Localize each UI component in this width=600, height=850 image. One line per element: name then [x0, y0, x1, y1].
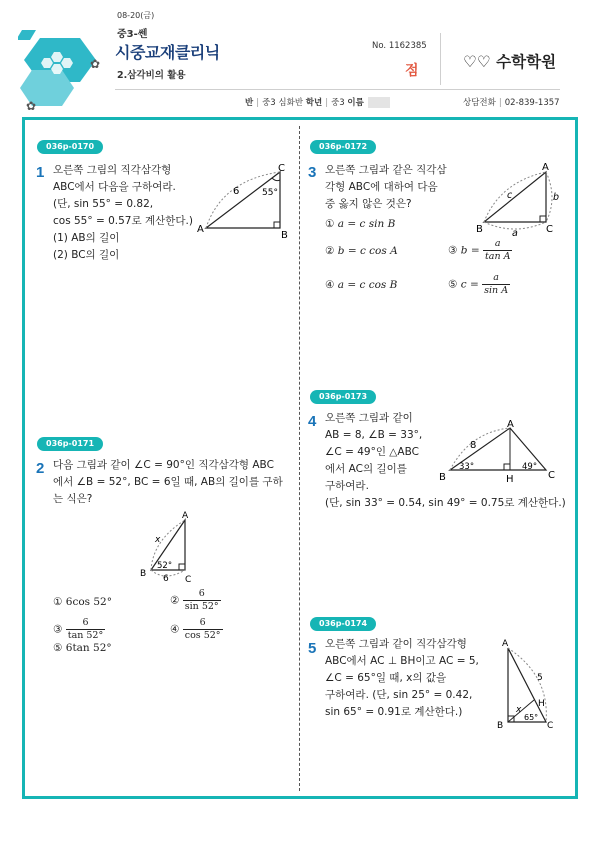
problem-number: 5: [308, 640, 317, 657]
phone-label: 상담전화: [463, 98, 496, 108]
problem-text: [325, 636, 479, 721]
problem-text: [325, 162, 447, 213]
worksheet-number: No. 1162385: [372, 41, 427, 51]
problem-tag: 036p-0171: [37, 437, 103, 451]
vertex-label: B: [281, 230, 288, 240]
choice-4[interactable]: ④ a = c cos B: [325, 279, 398, 291]
side-label: c: [507, 190, 513, 201]
angle-label: 33°: [459, 462, 475, 472]
problem-tag: 036p-0170: [37, 140, 103, 154]
problem-number: 2: [36, 460, 45, 477]
vertex-label: A: [502, 639, 509, 649]
vertex-label: A: [542, 162, 549, 173]
problem-line: 다음 그림과 같이 ∠C = 90°인 직각삼각형 ABC: [53, 459, 274, 471]
vertex-label: A: [182, 511, 189, 521]
problem-line: AB = 8, ∠B = 33°,: [325, 429, 423, 441]
problem-line: 오른쪽 그림의 직각삼각형: [53, 164, 172, 176]
problem-line: ∠C = 65°일 때, x의 값을: [325, 672, 447, 684]
problem-line: 에서 AC의 길이를: [325, 463, 407, 475]
problem-line: 오른쪽 그림과 같이: [325, 412, 413, 424]
problem-text: [53, 457, 283, 508]
angle-label: 55°: [262, 188, 278, 198]
grade-value: 중3: [331, 98, 345, 108]
choice-5[interactable]: ⑤ c = $\frac{a}{\text{sin A}}$: [448, 272, 509, 296]
side-label: 6: [163, 574, 169, 584]
triangle-figure: [436, 418, 561, 488]
side-label: x: [155, 535, 161, 545]
header-rule: [115, 89, 560, 90]
class-info: 반 | 중3 심화반 학년 | 중3 이름: [245, 96, 390, 108]
name-field[interactable]: [368, 97, 390, 108]
problem-line: sin 65° = 0.91로 계산한다.): [325, 706, 463, 718]
frame-bottom-border: [22, 796, 578, 799]
problem-line: ∠C = 49°인 △ABC: [325, 446, 419, 458]
problem-number: 1: [36, 164, 45, 181]
problem-line: ABC에서 AC ⊥ BH이고 AC = 5,: [325, 655, 479, 667]
vertex-label: B: [439, 472, 446, 483]
vertex-label: B: [140, 569, 147, 579]
angle-label: 49°: [522, 462, 538, 472]
svg-text:✿: ✿: [90, 57, 101, 71]
vertex-label: C: [547, 721, 554, 731]
side-label: 8: [470, 440, 477, 451]
side-label: x: [516, 705, 522, 715]
phone-info: 상담전화 | 02-839-1357: [463, 98, 560, 108]
column-divider: [299, 126, 300, 791]
choice-3[interactable]: ③ $\frac{6}{\tan 52^\circ}$: [53, 617, 104, 641]
problem-line: 오른쪽 그림과 같은 직각삼: [325, 164, 447, 176]
angle-label: 52°: [157, 561, 173, 571]
vertex-label: B: [476, 224, 483, 235]
choice-1[interactable]: ① a = c sin B: [325, 218, 396, 230]
frame-right-border: [575, 119, 578, 799]
problem-line: 각형 ABC에 대하여 다음: [325, 181, 438, 193]
choice-4[interactable]: ④ $\frac{6}{\cos 52^\circ}$: [170, 617, 221, 641]
book-subtitle: 중3-쎈: [117, 29, 148, 40]
choice-1[interactable]: ① 6cos 52°: [53, 596, 112, 608]
score-label: 점: [405, 63, 419, 79]
academy-name: ♡♡ 수학학원: [463, 53, 557, 71]
grade-label: 학년: [305, 98, 323, 108]
problem-line: ABC에서 다음을 구하여라.: [53, 181, 176, 193]
problem-line: 에서 ∠B = 52°, BC = 6일 때, AB의 길이를 구하: [53, 476, 283, 488]
vertex-label: H: [538, 699, 545, 709]
problem-number: 4: [308, 413, 317, 430]
triangle-figure: [492, 636, 564, 736]
choice-2[interactable]: ② $\frac{6}{\sin 52^\circ}$: [170, 588, 219, 612]
problem-line: (1) AB의 길이: [53, 232, 120, 244]
problem-tag: 036p-0174: [310, 617, 376, 631]
problem-line: 구하여라. (단, sin 25° = 0.42,: [325, 689, 473, 701]
problem-line: 는 식은?: [53, 493, 93, 505]
triangle-figure: [135, 510, 205, 585]
side-label: a: [512, 228, 518, 238]
vertex-label: A: [507, 419, 514, 430]
problem-line: (단, sin 55° = 0.82,: [53, 198, 154, 210]
vertex-label: A: [197, 224, 204, 235]
vertex-label: C: [185, 575, 192, 585]
frame-top-border: [22, 117, 578, 120]
problem-line: 중 옳지 않은 것은?: [325, 198, 412, 210]
svg-text:✿: ✿: [26, 99, 37, 113]
choice-3[interactable]: ③ b = $\frac{a}{\text{tan A}}$: [448, 238, 511, 262]
phone-number: 02-839-1357: [504, 98, 560, 108]
unit-title: 2.삼각비의 활용: [117, 70, 186, 81]
side-label: 5: [537, 673, 543, 683]
vertex-label: C: [278, 163, 285, 174]
date: 08-20(금): [117, 11, 155, 20]
problem-line: cos 55° = 0.57로 계산한다.): [53, 215, 193, 227]
problem-tag: 036p-0173: [310, 390, 376, 404]
triangle-figure: [190, 160, 295, 240]
problem-line: 구하여라.: [325, 480, 369, 492]
problem-line: (단, sin 33° = 0.54, sin 49° = 0.75로 계산한다.): [325, 497, 566, 509]
problem-text: [53, 162, 193, 264]
problem-line: (2) BC의 길이: [53, 249, 120, 261]
frame-left-border: [22, 119, 25, 799]
side-label: b: [553, 192, 560, 203]
problem-number: 3: [308, 164, 317, 181]
page-title: 시중교재클리닉: [115, 43, 220, 62]
vertex-label: B: [497, 721, 504, 731]
triangle-figure: [470, 160, 570, 238]
problem-line: 오른쪽 그림과 같이 직각삼각형: [325, 638, 467, 650]
header-divider: [440, 33, 441, 85]
angle-label: 65°: [524, 713, 539, 722]
vertex-label: H: [506, 474, 514, 485]
vertex-label: C: [548, 470, 555, 481]
class-value: 중3 심화반: [262, 98, 304, 108]
choice-5[interactable]: ⑤ 6tan 52°: [53, 642, 112, 654]
class-label: 반: [245, 98, 254, 108]
problem-tag: 036p-0172: [310, 140, 376, 154]
name-label: 이름: [347, 98, 364, 108]
vertex-label: C: [546, 224, 553, 235]
choice-2[interactable]: ② b = c cos A: [325, 245, 398, 257]
side-label: 6: [233, 186, 240, 197]
